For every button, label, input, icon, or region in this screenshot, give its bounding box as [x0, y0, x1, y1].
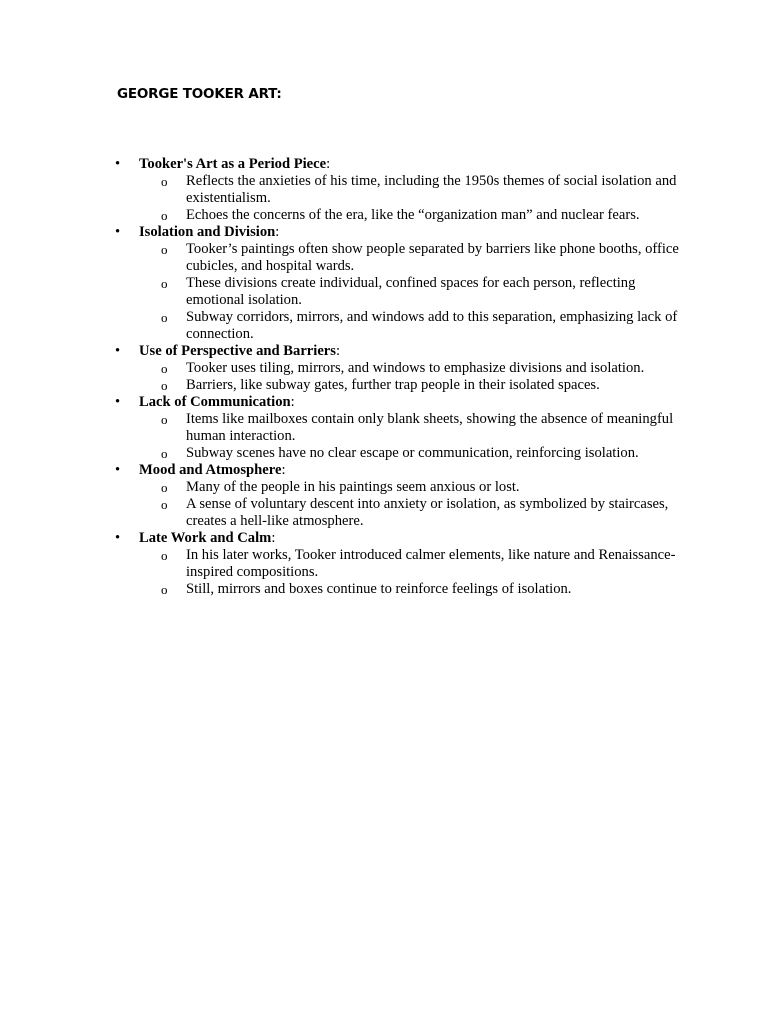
- bullet-heading-row: [114, 394, 714, 411]
- bullet-heading-row: [114, 530, 714, 547]
- sub-bullet-icon: o: [161, 446, 168, 461]
- sub-list-item: [114, 479, 686, 496]
- sub-bullet-icon: o: [161, 548, 168, 563]
- sub-item-text: Items like mailboxes contain only blank sheets, showing the absence of meaningful human interaction.: [186, 411, 674, 444]
- bullet-heading-row: [114, 156, 714, 173]
- sub-list: [114, 241, 714, 343]
- sub-list-item: [114, 275, 686, 309]
- sub-list-item: [114, 411, 686, 445]
- bullet-heading-row: [114, 462, 714, 479]
- sub-bullet-icon: o: [161, 582, 168, 597]
- sub-list-item: [114, 547, 686, 581]
- sub-item-text: In his later works, Tooker introduced calmer elements, like nature and Renaissance-inspired compositions.: [186, 547, 676, 580]
- sub-list-item: [114, 377, 686, 394]
- section-late-work-calm: [114, 530, 714, 598]
- document-title: GEORGE TOOKER ART:: [117, 86, 282, 102]
- section-isolation-division: [114, 224, 714, 343]
- sub-list-item: [114, 445, 686, 462]
- section-heading: Lack of Communication: [139, 394, 291, 410]
- sub-list: [114, 547, 714, 598]
- heading-colon: :: [275, 224, 280, 240]
- heading-colon: :: [281, 462, 286, 478]
- section-period-piece: [114, 156, 714, 224]
- section-heading: Late Work and Calm: [139, 530, 272, 546]
- sub-item-text: Still, mirrors and boxes continue to reinforce feelings of isolation.: [186, 581, 572, 597]
- heading-colon: :: [335, 343, 341, 359]
- sub-item-text: Reflects the anxieties of his time, including the 1950s themes of social isolation and existentialism.: [186, 173, 677, 206]
- sub-list: [114, 479, 714, 530]
- sub-bullet-icon: o: [161, 412, 168, 427]
- sub-item-text: Echoes the concerns of the era, like the “organization man” and nuclear fears.: [186, 207, 640, 223]
- bullet-icon: •: [115, 224, 121, 240]
- sub-list-item: [114, 581, 686, 598]
- bullet-icon: •: [115, 343, 121, 359]
- section-heading: Isolation and Division: [139, 224, 276, 240]
- sub-list-item: [114, 241, 686, 275]
- heading-colon: :: [326, 156, 331, 172]
- sub-list: [114, 411, 714, 462]
- sub-list-item: [114, 207, 686, 224]
- bullet-icon: •: [115, 394, 121, 410]
- section-heading: Tooker's Art as a Period Piece: [139, 156, 327, 172]
- sub-list: [114, 360, 714, 394]
- sub-item-text: Barriers, like subway gates, further trap people in their isolated spaces.: [186, 377, 600, 393]
- sub-list-item: [114, 360, 686, 377]
- bullet-heading-row: [114, 224, 714, 241]
- section-heading: Mood and Atmosphere: [139, 462, 282, 478]
- sub-bullet-icon: o: [161, 208, 168, 223]
- bullet-icon: •: [115, 156, 121, 172]
- heading-colon: :: [290, 394, 295, 410]
- sub-item-text: Subway corridors, mirrors, and windows add to this separation, emphasizing lack of connection.: [186, 309, 678, 342]
- heading-colon: :: [271, 530, 276, 546]
- sub-item-text: Subway scenes have no clear escape or communication, reinforcing isolation.: [186, 445, 639, 461]
- sub-bullet-icon: o: [161, 242, 168, 257]
- sub-list-item: [114, 173, 686, 207]
- sub-list-item: [114, 496, 686, 530]
- bullet-icon: •: [115, 462, 121, 478]
- bullet-heading-row: [114, 343, 714, 360]
- sub-list: [114, 173, 714, 224]
- section-lack-of-communication: [114, 394, 714, 462]
- document-body: [114, 156, 714, 598]
- sub-bullet-icon: o: [161, 378, 168, 393]
- sub-bullet-icon: o: [161, 361, 168, 376]
- section-heading: Use of Perspective and Barriers: [139, 343, 336, 359]
- sub-bullet-icon: o: [161, 276, 168, 291]
- bullet-icon: •: [115, 530, 121, 546]
- sub-item-text: Tooker uses tiling, mirrors, and windows to emphasize divisions and isolation.: [186, 360, 645, 376]
- sub-item-text: Many of the people in his paintings seem anxious or lost.: [186, 479, 520, 495]
- sub-item-text: These divisions create individual, confined spaces for each person, reflecting emotional isolation.: [186, 275, 636, 308]
- section-mood-atmosphere: [114, 462, 714, 530]
- sub-bullet-icon: o: [161, 497, 168, 512]
- sub-bullet-icon: o: [161, 174, 168, 189]
- section-perspective-barriers: [114, 343, 714, 394]
- sub-item-text: A sense of voluntary descent into anxiety or isolation, as symbolized by staircases, creates a hell-like atmosphere.: [186, 496, 669, 529]
- sub-bullet-icon: o: [161, 480, 168, 495]
- sub-bullet-icon: o: [161, 310, 168, 325]
- sub-list-item: [114, 309, 686, 343]
- sub-item-text: Tooker’s paintings often show people separated by barriers like phone booths, office cubicles, and hospital wards.: [186, 241, 679, 274]
